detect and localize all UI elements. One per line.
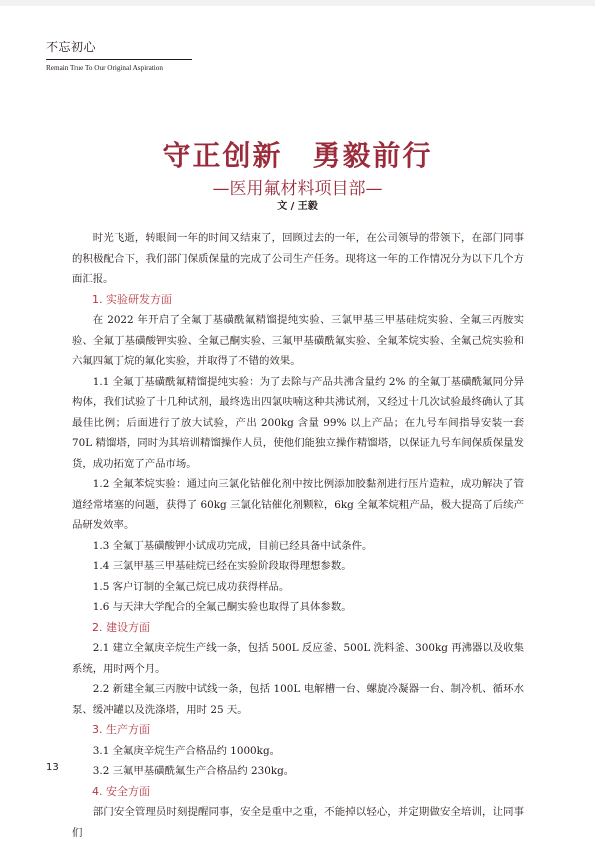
page-top-bar (0, 0, 595, 6)
section-heading-production: 3. 生产方面 (92, 723, 150, 736)
article-body (72, 228, 524, 843)
body-paragraph: 在 2022 年开启了全氟丁基磺酰氟精馏提纯实验、三氯甲基三甲基硅烷实验、全氟三丙胺实验、全氟丁基磺酸钾实验、全氟己酮实验、三氟甲基磺酰氟实验、全氟苯烷实验、全氟己烷实验和六氟四氟丁烷的氟化实验，并取得了不错的效果。 (72, 314, 524, 367)
article-author: 文 / 王毅 (277, 201, 318, 212)
page-number: 13 (46, 762, 59, 773)
article-subtitle: —医用氟材料项目部— (212, 179, 383, 199)
body-paragraph: 部门安全管理员时刻提醒同事，安全是重中之重，不能掉以轻心，并定期做安全培训，让同事们 (72, 806, 524, 839)
body-paragraph: 1.5 客户订制的全氟己烷已成功获得样品。 (92, 580, 290, 593)
body-paragraph: 1.6 与天津大学配合的全氟己酮实验也取得了具体参数。 (92, 601, 352, 613)
body-paragraph: 1.1 全氟丁基磺酰氟精馏提纯实验：为了去除与产品共沸含量约 2% 的全氟丁基磺酰氟同分异构体，我们试验了十几种试剂，最终选出四氯呋喃这种共沸试剂，又经过十几次试验最终确认了其最佳比例；后面进行了放大试验，产出 200kg 含量 99% 以上产品；在九号车间指导安装一套 70L 精馏塔，同时为其培训精馏操作人员，使他们能独立操作精馏塔，以保证九号车间保质保量发货，成功拓宽了产品市场。 (72, 375, 524, 470)
header-brand-cn: 不忘初心 (46, 40, 97, 54)
section-heading-construction: 2. 建设方面 (92, 620, 150, 634)
article-title: 守正创新 勇毅前行 (162, 139, 433, 172)
body-paragraph: 2.2 新建全氟三丙胺中试线一条，包括 100L 电解槽一台、螺旋冷凝器一台、制冷机、循环水泵、缓冲罐以及洗涤塔，用时 25 天。 (72, 683, 524, 716)
body-paragraph: 3.1 全氟庚辛烷生产合格品约 1000kg。 (92, 744, 281, 757)
body-paragraph: 1.4 三氯甲基三甲基硅烷已经在实验阶段取得理想参数。 (92, 560, 352, 572)
body-paragraph: 1.3 全氟丁基磺酸钾小试成功完成，目前已经具备中试条件。 (92, 539, 373, 552)
header-divider (46, 59, 192, 60)
body-paragraph: 2.1 建立全氟庚辛烷生产线一条，包括 500L 反应釜、500L 洗料釜、300kg 再沸器以及收集系统，用时两个月。 (72, 642, 524, 675)
section-heading-research: 1. 实验研发方面 (92, 292, 172, 306)
body-paragraph: 1.2 全氟苯烷实验：通过向三氯化钴催化剂中按比例添加胶黏剂进行压片造粒，成功解决了管道经常堵塞的问题，获得了 60kg 三氯化钴催化剂颗粒，6kg 全氟苯烷粗产品，极大提高了后续产品研发效率。 (72, 478, 524, 531)
header-brand-en: Remain True To Our Original Aspiration (46, 64, 163, 72)
intro-paragraph: 时光飞逝，转眼间一年的时间又结束了，回顾过去的一年，在公司领导的带领下，在部门同事的积极配合下，我们部门保质保量的完成了公司生产任务。现将这一年的工作情况分为以下几个方面汇报。 (72, 232, 524, 285)
section-heading-safety: 4. 安全方面 (92, 784, 150, 798)
body-paragraph: 3.2 三氟甲基磺酰氟生产合格品约 230kg。 (92, 765, 295, 777)
running-header (46, 38, 198, 72)
